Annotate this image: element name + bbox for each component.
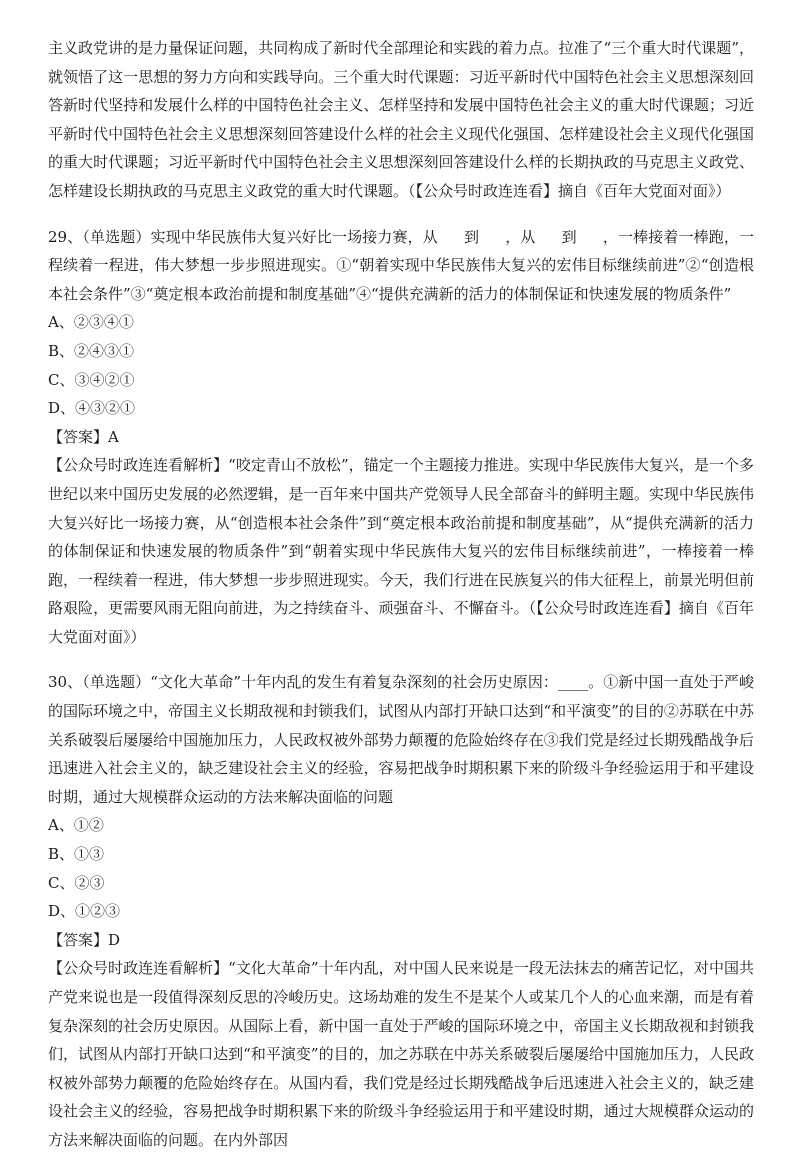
- intro-paragraph: 主义政党讲的是力量保证问题，共同构成了新时代全部理论和实践的着力点。拉准了“三个重大时代课题”，就领悟了这一思想的努力方向和实践导向。三个重大时代课题：习近平新时代中国特色社会主义思想深刻回答新时代坚持和发展什么样的中国特色社会主义、怎样坚持和发展中国特色社会主义的重大时代课题；习近平新时代中国特色社会主义思想深刻回答建设什么样的社会主义现代化强国、怎样建设社会主义现代化强国的重大时代课题；习近平新时代中国特色社会主义思想深刻回答建设什么样的长期执政的马克思主义政党、怎样建设长期执政的马克思主义政党的重大时代课题。（【公众号时政连连看】摘自《百年大党面对面》）: [48, 39, 754, 200]
- question-30-stem: 30、（单选题）“文化大革命”十年内乱的发生有着复杂深刻的社会历史原因：____。①新中国一直处于严峻的国际环境之中，帝国主义长期敌视和封锁我们，试图从内部打开缺口达到“和平演变”的目的②苏联在中苏关系破裂后屡屡给中国施加压力，人民政权被外部势力颠覆的危险始终存在③我们党是经过长期残酷战争后迅速进入社会主义的，缺乏建设社会主义的经验，容易把战争时期积累下来的阶级斗争经验运用于和平建设时期，通过大规模群众运动的方法来解决面临的问题: [48, 673, 754, 806]
- question-29-stem-b: 到: [463, 227, 480, 246]
- question-29-stem-e: ，一棒接着一棒跑，一程续着一程进，伟大梦想一步步照进现实。①“朝着实现中华民族伟大复兴的宏伟目标继续前进”②“创造根本社会条件”③“奠定根本政治前提和制度基础”④“提供充满新的活力的体制保证和快速发展的物质条件”: [48, 227, 754, 303]
- question-30-option-d: D、①②③: [48, 902, 121, 921]
- question-29-stem: [48, 223, 754, 309]
- question-30-option-b: B、①③: [48, 845, 105, 864]
- question-30-answer: 【答案】D: [48, 930, 121, 949]
- question-29-option-c: C、③④②①: [48, 370, 135, 389]
- question-30-option-a: A、①②: [48, 816, 104, 835]
- question-29-stem-a: 29、（单选题）实现中华民族伟大复兴好比一场接力赛，从: [48, 227, 438, 246]
- question-29-analysis: 【公众号时政连连看解析】“咬定青山不放松”，锚定一个主题接力推进。实现中华民族伟大复兴，是一个多世纪以来中国历史发展的必然逻辑，是一百年来中国共产党领导人民全部奋斗的鲜明主题。实现中华民族伟大复兴好比一场接力赛，从“创造根本社会条件”到“奠定根本政治前提和制度基础”，从“提供充满新的活力的体制保证和快速发展的物质条件”到“朝着实现中华民族伟大复兴的宏伟目标继续前进”，一棒接着一棒跑，一程续着一程进，伟大梦想一步步照进现实。今天，我们行进在民族复兴的伟大征程上，前景光明但前路艰险，更需要风雨无阻向前进，为之持续奋斗、顽强奋斗、不懈奋斗。（【公众号时政连连看】摘自《百年大党面对面》）: [48, 456, 754, 646]
- question-30-analysis: 【公众号时政连连看解析】“文化大革命”十年内乱，对中国人民来说是一段无法抹去的痛苦记忆，对中国共产党来说也是一段值得深刻反思的冷峻历史。这场劫难的发生不是某个人或某几个人的心血来潮，而是有着复杂深刻的社会历史原因。从国际上看，新中国一直处于严峻的国际环境之中，帝国主义长期敌视和封锁我们，试图从内部打开缺口达到“和平演变”的目的，加之苏联在中苏关系破裂后屡屡给中国施加压力，人民政权被外部势力颠覆的危险始终存在。从国内看，我们党是经过长期残酷战争后迅速进入社会主义的，缺乏建设社会主义的经验，容易把战争时期积累下来的阶级斗争经验运用于和平建设时期，通过大规模群众运动的方法来解决面临的问题。在内外部因: [48, 959, 754, 1149]
- watermark-stamp: [27, 868, 90, 916]
- question-30: [48, 668, 754, 1154]
- question-29-option-a: A、②③④①: [48, 313, 134, 332]
- question-29-answer: 【答案】A: [48, 427, 119, 446]
- question-29-option-b: B、②④③①: [48, 341, 135, 360]
- question-29-stem-c: ，从: [505, 227, 536, 246]
- question-29-stem-d: 到: [561, 227, 577, 246]
- question-29: [48, 223, 754, 652]
- question-30-option-c: C、②③: [48, 873, 105, 892]
- question-29-option-d: D、④③②①: [48, 399, 136, 418]
